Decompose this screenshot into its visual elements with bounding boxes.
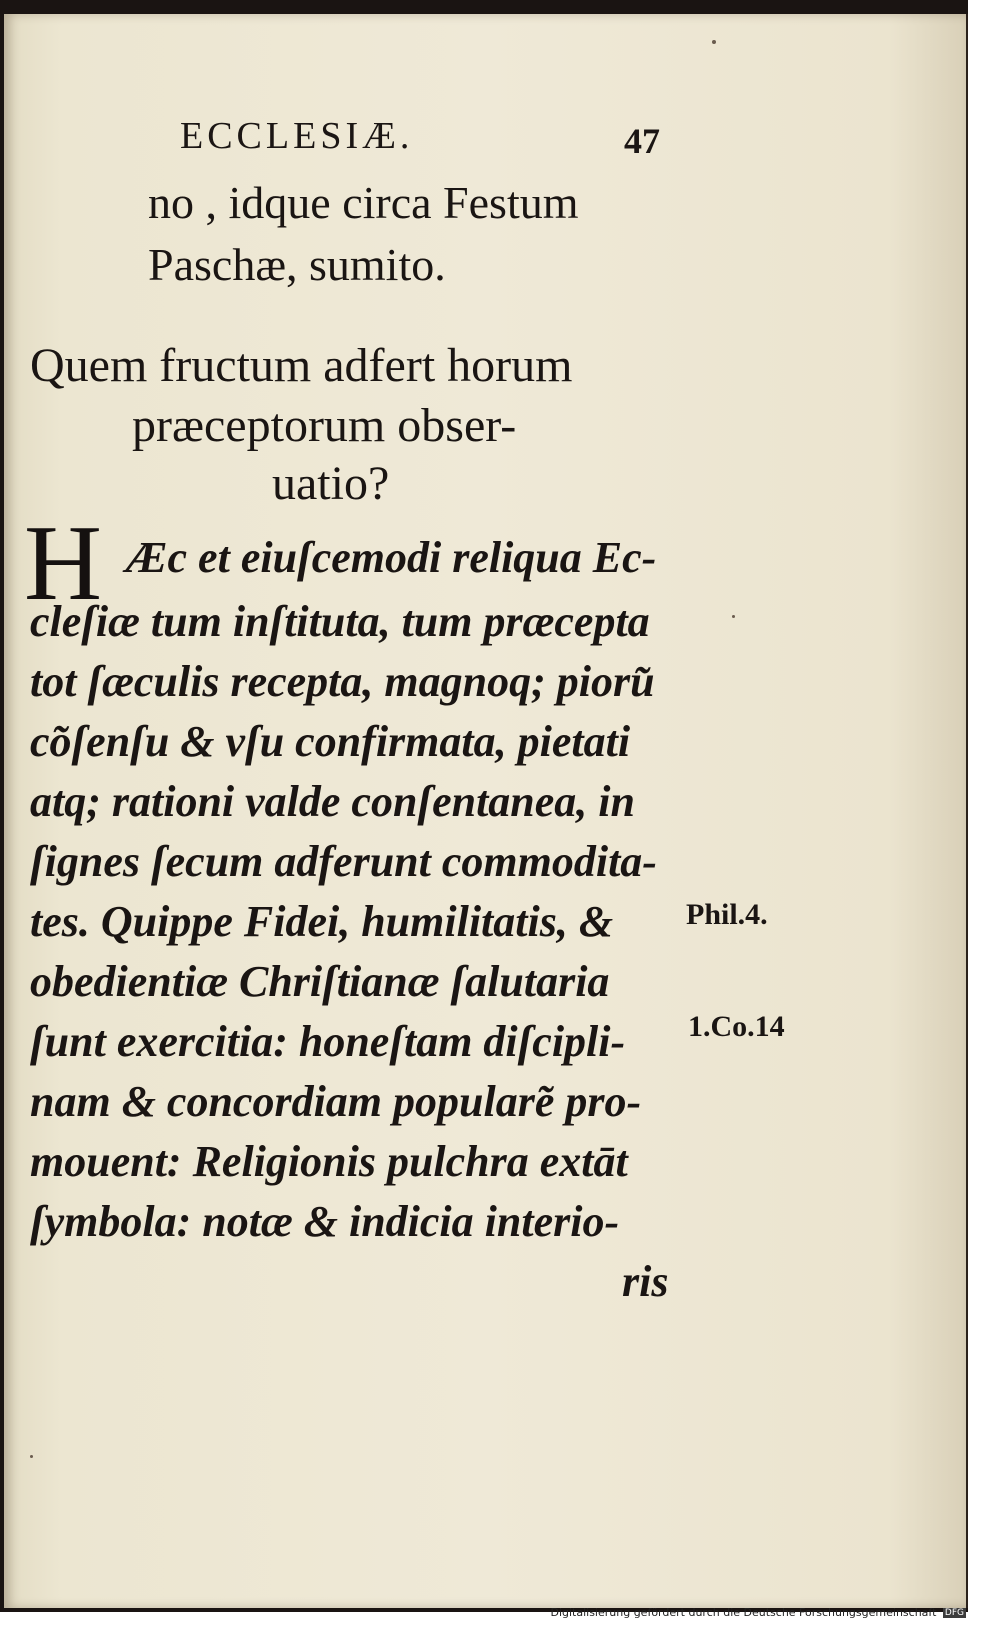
drop-cap: H: [24, 504, 102, 623]
credit-text: Digitalisierung gefördert durch die Deutsche Forschungsgemeinschaft: [550, 1606, 937, 1619]
answer-line: ſignes ſecum adferunt commodita-: [30, 837, 657, 886]
running-head-title: ECCLESIÆ.: [180, 115, 414, 157]
page-number: 47: [624, 121, 660, 161]
page-edge: [966, 14, 968, 1608]
question-line: præceptorum obser-: [132, 399, 517, 452]
paper-speck: [712, 40, 716, 44]
answer-line: nam & concordiam populare͂ pro-: [30, 1077, 642, 1126]
answer-line: obedientiæ Chriſtianæ ſalutaria: [30, 957, 610, 1006]
answer-line: Æc et eiuſcemodi reliqua Ec-: [126, 533, 657, 582]
answer-line: tot ſæculis recepta, magnoq; pioru͂: [30, 657, 655, 706]
paper-speck: [732, 615, 735, 618]
margin-note: Phil.4.: [686, 898, 768, 931]
answer-line: ris: [622, 1257, 669, 1306]
digitization-credit: [550, 1606, 966, 1619]
answer-line: tes. Quippe Fidei, humilitatis, &: [30, 897, 614, 946]
answer-line: ſunt exercitia: honeſtam diſcipli-: [30, 1017, 626, 1066]
question-line: Quem fructum adfert horum: [30, 339, 573, 392]
answer-line: mouent: Religionis pulchra extāt: [30, 1137, 628, 1186]
paper-speck: [30, 1455, 33, 1458]
dfg-logo: DFG: [944, 1608, 964, 1618]
running-head: [180, 114, 660, 160]
answer-line: atq; rationi valde conſentanea, in: [30, 777, 635, 826]
question-line: uatio?: [272, 457, 390, 510]
continuation-line: Paschæ, sumito.: [148, 239, 446, 290]
margin-note: 1.Co.14: [688, 1010, 785, 1043]
continuation-line: no , idque circa Festum: [148, 177, 579, 228]
answer-line: cleſiæ tum inſtituta, tum præcepta: [30, 597, 650, 646]
answer-line: ſymbola: notæ & indicia interio-: [30, 1197, 620, 1246]
answer-line: co͂ſenſu & vſu confirmata, pietati: [30, 717, 631, 766]
